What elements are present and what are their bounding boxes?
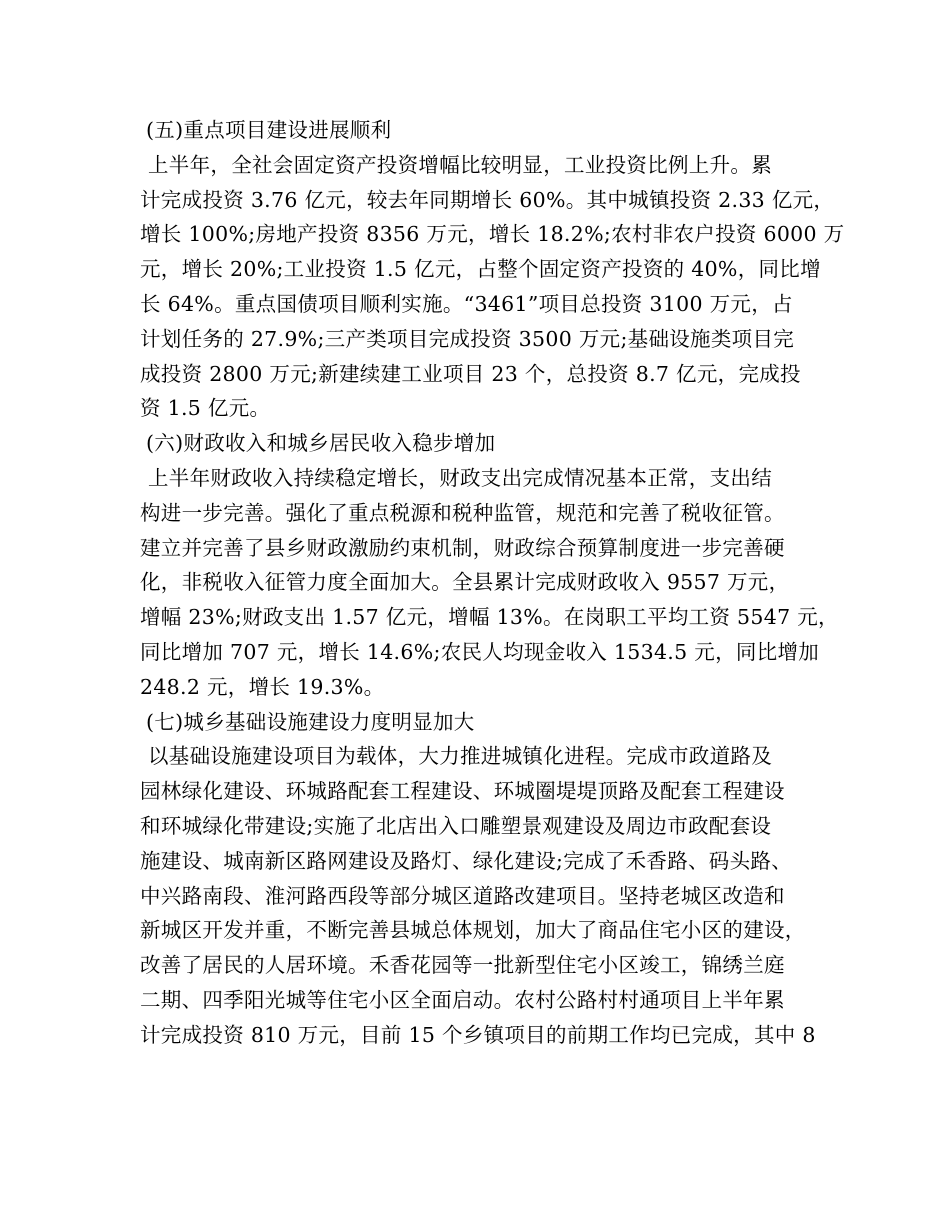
section-5	[140, 113, 845, 426]
text-line: 增长 100%;房地产投资 8356 万元，增长 18.2%;农村非农户投资 6000 万	[140, 222, 845, 247]
text-line: 计划任务的 27.9%;三产类项目完成投资 3500 万元;基础设施类项目完	[140, 326, 795, 351]
text-line: 改善了居民的人居环境。禾香花园等一批新型住宅小区竣工，锦绣兰庭	[140, 953, 785, 978]
text-line: 以基础设施建设项目为载体，大力推进城镇化进程。完成市政道路及	[148, 744, 772, 769]
section-7	[140, 705, 825, 1053]
text-line: 增幅 23%;财政支出 1.57 亿元，增幅 13%。在岗职工平均工资 5547 元，	[140, 605, 839, 630]
text-line: 二期、四季阳光城等住宅小区全面启动。农村公路村村通项目上半年累	[140, 987, 785, 1012]
section-6	[140, 426, 839, 704]
text-line: 计完成投资 810 万元，目前 15 个乡镇项目的前期工作均已完成，其中 8	[140, 1022, 816, 1047]
text-line: 同比增加 707 元，增长 14.6%;农民人均现金收入 1534.5 元，同比增加	[140, 639, 820, 664]
text-line: 元，增长 20%;工业投资 1.5 亿元，占整个固定资产投资的 40%，同比增	[140, 257, 821, 282]
text-line: 建立并完善了县乡财政激励约束机制，财政综合预算制度进一步完善硬	[140, 535, 785, 560]
section-heading: (六)财政收入和城乡居民收入稳步增加	[146, 431, 496, 456]
text-line: 248.2 元，增长 19.3%。	[140, 674, 385, 699]
section-heading: (七)城乡基础设施建设力度明显加大	[146, 709, 475, 734]
text-line: 上半年，全社会固定资产投资增幅比较明显，工业投资比例上升。累	[148, 152, 772, 177]
text-line: 园林绿化建设、环城路配套工程建设、环城圈堤堤顶路及配套工程建设	[140, 779, 785, 804]
text-line: 上半年财政收入持续稳定增长，财政支出完成情况基本正常，支出结	[148, 465, 772, 490]
document-page	[140, 113, 845, 1053]
section-heading: (五)重点项目建设进展顺利	[146, 118, 392, 142]
text-line: 构进一步完善。强化了重点税源和税种监管，规范和完善了税收征管。	[140, 500, 785, 525]
text-line: 长 64%。重点国债项目顺利实施。“3461”项目总投资 3100 万元，占	[140, 291, 793, 316]
text-line: 成投资 2800 万元;新建续建工业项目 23 个，总投资 8.7 亿元，完成投	[140, 361, 801, 386]
text-line: 中兴路南段、淮河路西段等部分城区道路改建项目。坚持老城区改造和	[140, 883, 785, 908]
text-line: 计完成投资 3.76 亿元，较去年同期增长 60%。其中城镇投资 2.33 亿元，	[140, 187, 835, 212]
text-line: 资 1.5 亿元。	[140, 396, 271, 421]
text-line: 新城区开发并重，不断完善县城总体规划，加大了商品住宅小区的建设，	[140, 918, 806, 943]
text-line: 和环城绿化带建设;实施了北店出入口雕塑景观建设及周边市政配套设	[140, 813, 772, 838]
text-line: 化，非税收入征管力度全面加大。全县累计完成财政收入 9557 万元，	[140, 570, 790, 595]
text-line: 施建设、城南新区路网建设及路灯、绿化建设;完成了禾香路、码头路、	[140, 848, 793, 873]
